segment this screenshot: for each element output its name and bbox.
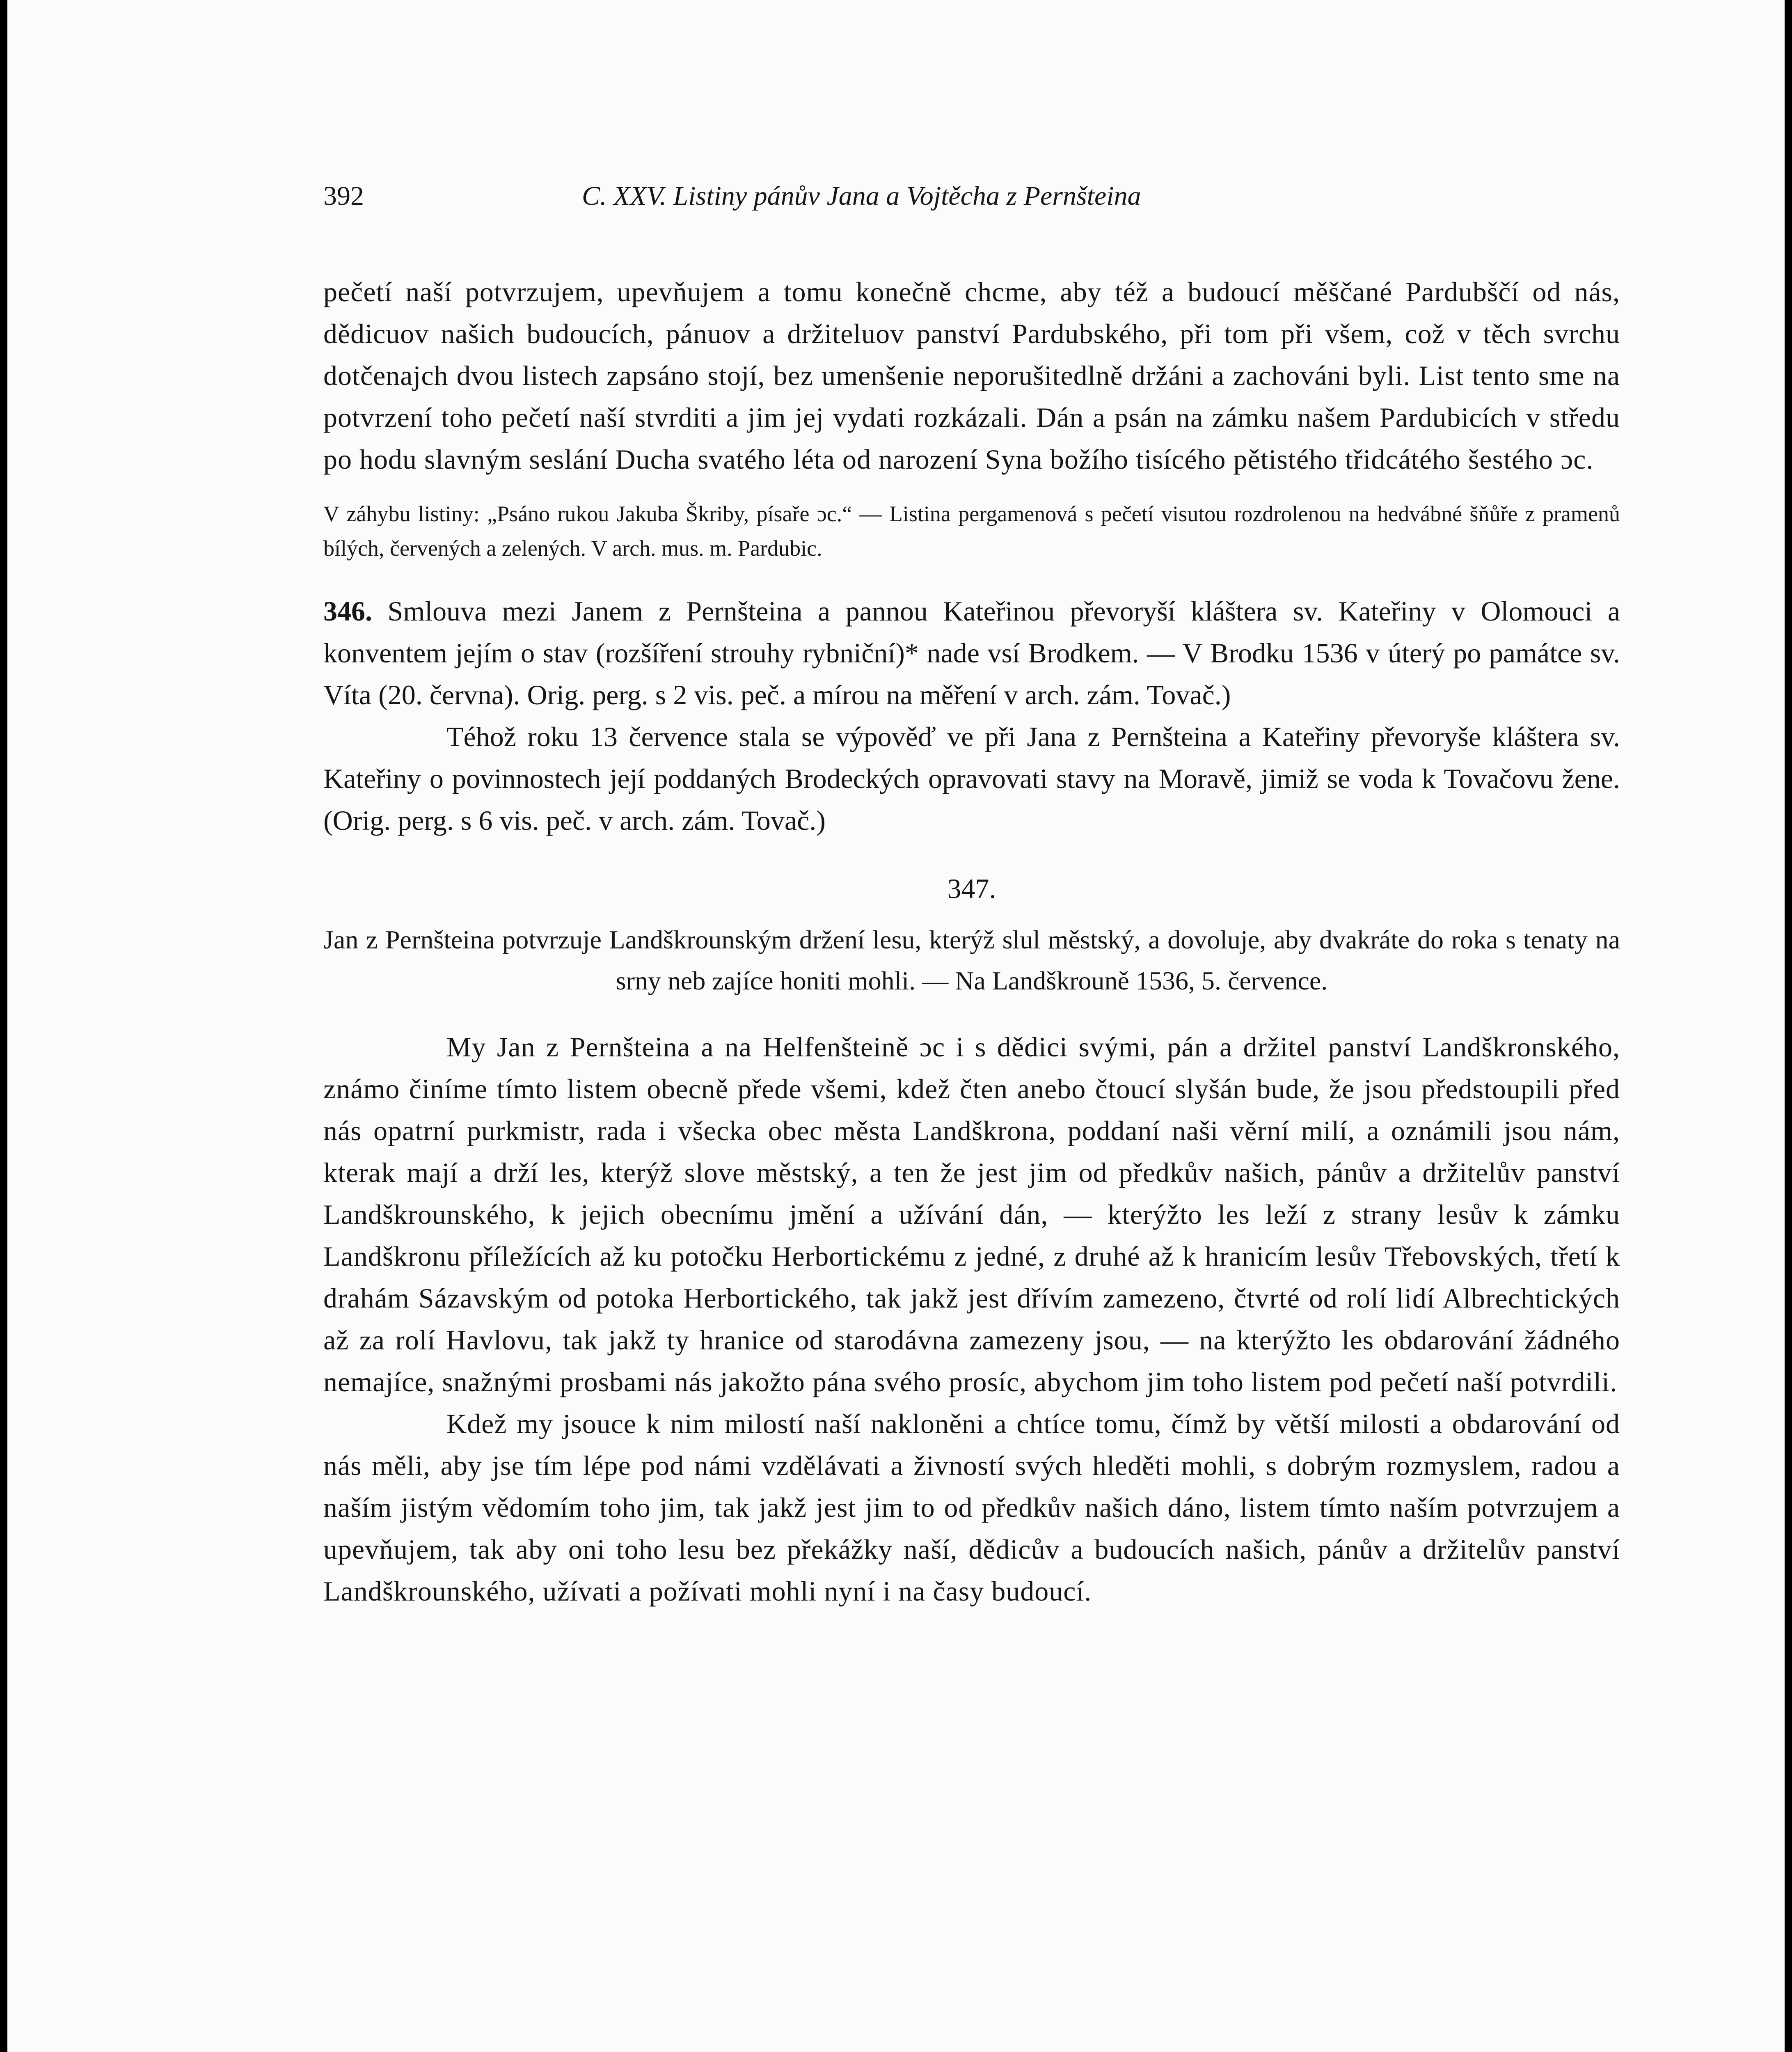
entry-347-regest: Jan z Pernšteina potvrzuje Landškrounským držení lesu, kterýž slul městský, a dovoluje, aby dvakráte do roka s tenaty na srny neb zajíce honiti mohli. — Na Landškrouně 1536, 5. července. <box>323 925 1620 995</box>
entry-346-text: Smlouva mezi Janem z Pernšteina a pannou Kateřinou převoryší kláštera sv. Kateřiny v Olomouci a konventem jejím o stav (rozšíření strouhy rybniční)* nade vsí Brodkem. — V Brodku 1536 v úterý po památce sv. Víta (20. června). Orig. perg. s 2 vis. peč. a mírou na měření v arch. zám. Tovač.) <box>323 595 1620 710</box>
archival-note: V záhybu listiny: „Psáno rukou Jakuba Škriby, písaře ɔc.“ — Listina pergamenová s pečetí visutou rozdrolenou na hedvábné šňůře z pramenů bílých, červených a zelených. V arch. mus. m. Pardubic. <box>323 502 1620 561</box>
entry-347-paragraph-1: My Jan z Pernšteina a na Helfenšteině ɔc i s dědici svými, pán a držitel panství Landškronského, známo činíme tímto listem obecně přede všemi, kdež čten anebo čtoucí slyšán bude, že jsou předstoupili před nás opatrní purkmistr, rada i všecka obec města Landškrona, poddaní naši věrní milí, a oznámili jsou nám, kterak mají a drží les, kterýž slove městský, a ten že jest jim od předkův našich, pánův a držitelův panství Landškrounského, k jejich obecnímu jmění a užívání dán, — kterýžto les leží z strany lesův k zámku Landškronu příležících až ku potočku Herbortickému z jedné, z druhé až k hranicím lesův Třebovských, třetí k drahám Sázavským od potoka Herbortického, tak jakž jest dřívím zamezeno, čtvrté od rolí lidí Albrechtických až za rolí Havlovu, tak jakž ty hranice od starodávna zamezeny jsou, — na kterýžto les obdarování žádného nemajíce, snažnými prosbami nás jakožto pána svého prosíc, abychom jim toho listem pod pečetí naší potvrdili. <box>323 1031 1620 1397</box>
page-number: 392 <box>323 181 364 211</box>
entry-347-number: 347. <box>947 873 996 904</box>
entry-346 <box>323 590 1620 716</box>
entry-347-paragraph-2: Kdež my jsouce k nim milostí naší nakloněni a chtíce tomu, čímž by větší milosti a obdarování od nás měli, aby jse tím lépe pod námi vzdělávati a živností svých hleděti mohli, s dobrým rozmyslem, radou a naším jistým vědomím toho jim, tak jakž jest jim to od předkův našich dáno, listem tímto naším potvrzujem a upevňujem, tak aby oni toho lesu bez překážky naší, dědicův a budoucích našich, pánův a držitelův panství Landškrounského, užívati a požívati mohli nyní i na časy budoucí. <box>323 1408 1620 1607</box>
running-head <box>323 181 1620 222</box>
entry-346-number: 346. <box>323 595 372 627</box>
continued-paragraph: pečetí naší potvrzujem, upevňujem a tomu konečně chcme, aby též a budoucí měščané Pardubščí od nás, dědicuov našich budoucích, pánuov a držiteluov panství Pardubského, při tom při všem, což v těch svrchu dotčenajch dvou listech zapsáno stojí, bez umenšenie neporušitedlně držáni a zachováni byli. List tento sme na potvrzení toho pečetí naší stvrditi a jim jej vydati rozkázali. Dán a psán na zámku našem Pardubicích v středu po hodu slavným seslání Ducha svatého léta od narození Syna božího tisícého pětistého třidcátého šestého ɔc. <box>323 276 1620 475</box>
running-title: C. XXV. Listiny pánův Jana a Vojtěcha z Pernšteina <box>582 181 1141 211</box>
entry-346-followup: Téhož roku 13 července stala se výpověď ve při Jana z Pernšteina a Kateřiny převoryše kláštera sv. Kateřiny o povinnostech její poddaných Brodeckých opravovati stavy na Moravě, jimiž se voda k Tovačovu žene. (Orig. perg. s 6 vis. peč. v arch. zám. Tovač.) <box>323 721 1620 836</box>
book-page <box>7 0 1785 2052</box>
text-block <box>323 181 1620 1612</box>
